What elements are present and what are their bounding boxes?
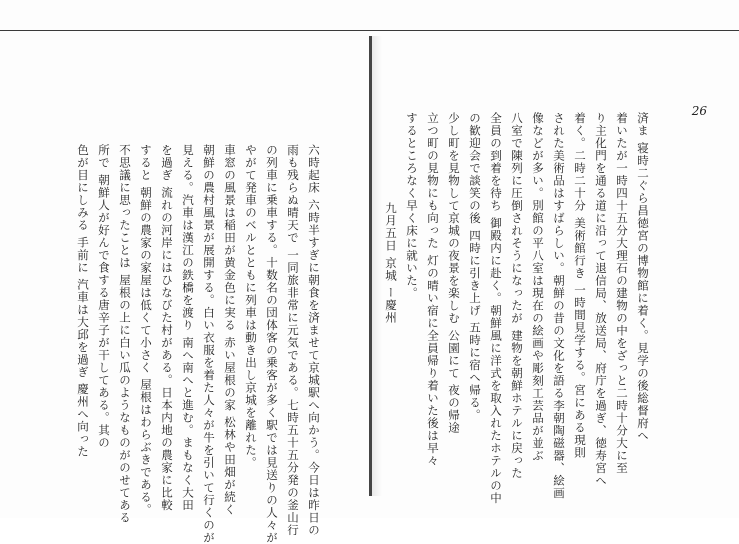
text-line: 色が目にしみる 手前に 汽車は大邱を過ぎ 慶州へ向った	[76, 144, 90, 458]
text-line: 像などが多い。別館の平八室は現在の絵画や彫刻工芸品が並ぶ	[531, 112, 545, 462]
text-line: の列車に乗車する。十数名の団体客の乗客が多く駅では見送りの人々が	[265, 144, 279, 544]
page-number: 26	[691, 104, 707, 118]
text-line: された美術品はすばらしい。朝鮮の昔の文化を語る李朝陶磁器、絵画	[552, 112, 566, 500]
text-line: すると 朝鮮の農家の家屋は低くて小さく 屋根はわらぶきである。	[139, 144, 153, 516]
closing-line: するところなく早く床に就いた。	[405, 112, 419, 300]
text-line: 着いたが一時四十五分大理石の建物の中をざっと二時十分大に至	[615, 112, 629, 475]
text-line: り主化門を通る道に沿って退信局、放送局、府庁を過ぎ、徳寿宮へ	[594, 112, 608, 487]
text-line: やがて発車のベルとともに列車は動き出し京城を離れた。	[244, 144, 258, 469]
text-line: 済ま 寝時二ぐら昌徳宮の博物館に着く。見学の後総督府へ	[636, 112, 650, 442]
date-line: 九月五日 京城 ー慶州	[384, 202, 398, 324]
text-line: 立つ町の見物にも向った 灯の晴い宿に全員帰り着いた後は早々	[426, 112, 440, 467]
text-line: 雨も残らぬ晴天で 一同旅非常に元気である。七時五十五分発の釜山行	[286, 144, 300, 537]
text-line: 見える。汽車は漢江の鉄橋を渡り 南へ南へと進む。まもなく大田	[181, 144, 195, 512]
text-line: を過ぎ 流れの河岸にはひなびた村がある。日本内地の農家に比較	[160, 144, 174, 512]
text-line: 不思議に思ったことは 屋根の上に白い瓜のようなものがのせてある	[118, 144, 132, 524]
text-line: 少し町を見物して京城の夜景を楽しむ 公園にて 夜の帰途	[447, 112, 461, 434]
text-line: 着く。二時二十分 美術館行き 一時間見学する。宮にある現則	[573, 112, 587, 459]
left-page-text	[68, 144, 321, 544]
right-page-text	[376, 112, 650, 505]
top-rule	[0, 30, 739, 31]
text-line: の歓迎会で談笑の後 四時に引き上げ 五時に宿へ帰る。	[468, 112, 482, 422]
text-line: 朝鮮の農村風景が展開する。白い衣服を着た人々が牛を引いて行くのが	[202, 144, 216, 544]
text-line: 車窓の風景は稲田が黄金色に実る 赤い屋根の家 松林や田畑が続く	[223, 144, 237, 516]
text-line: 八室で陳列に圧倒されそうになったが 建物を朝鮮ホテルに戻った	[510, 112, 524, 480]
text-line: 六時起床 六時半すぎに朝食を済ませて京城駅へ向かう。今日は昨日の	[307, 144, 321, 537]
text-line: 所で 朝鮮人が好んで食する唐辛子が干してある。其の	[97, 144, 111, 449]
text-line: 全員の到着を待ち 御殿内に赴く。朝鮮風に洋式を取入れたホテルの中	[489, 112, 503, 505]
